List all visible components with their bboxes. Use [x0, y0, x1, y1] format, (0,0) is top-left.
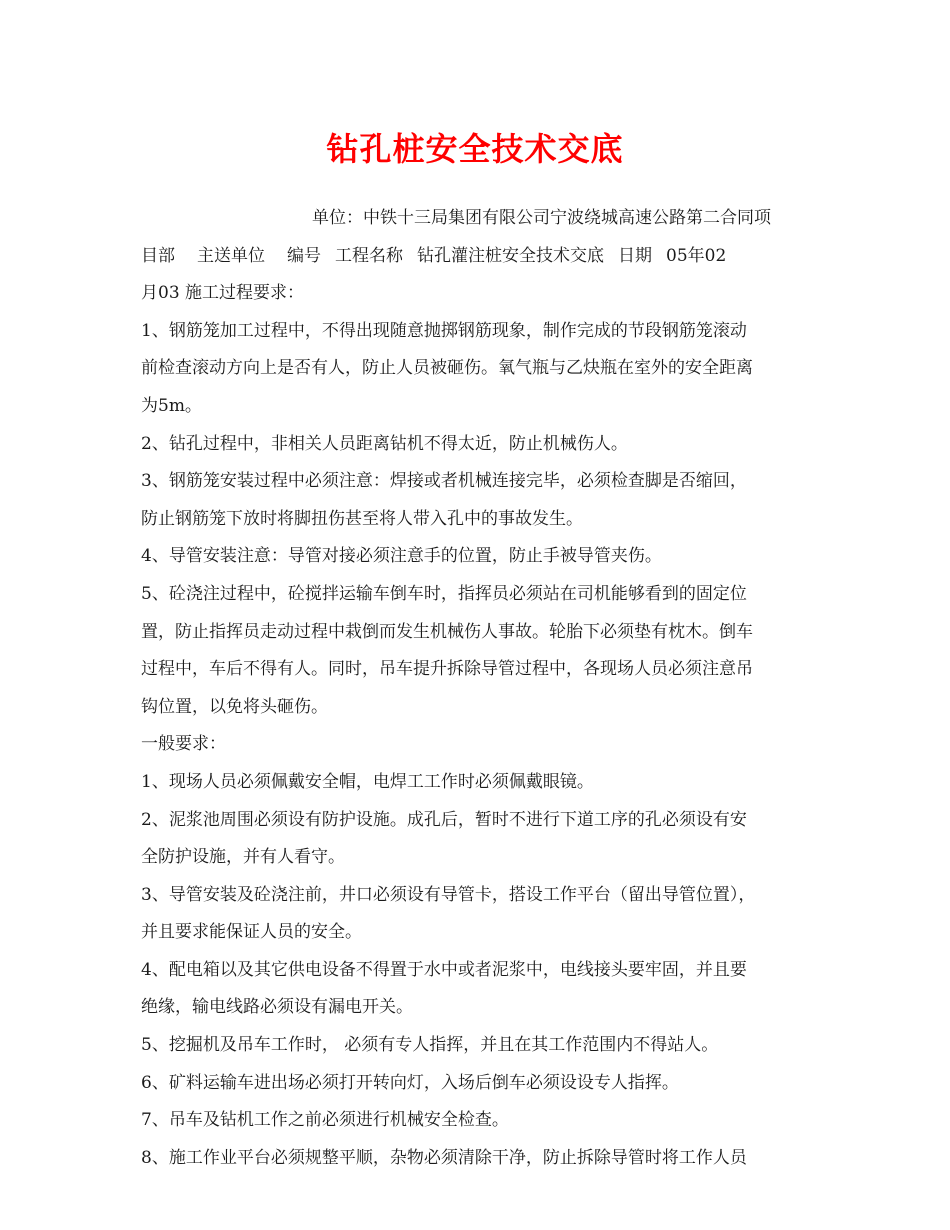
text-line: 1、现场人员必须佩戴安全帽，电焊工工作时必须佩戴眼镜。: [141, 771, 594, 792]
date-process-line: [141, 275, 816, 313]
send-unit-label: 主送单位: [197, 245, 265, 266]
date-label: 日期: [618, 245, 652, 266]
section-heading: 一般要求：: [141, 734, 226, 755]
text-line: 1、钢筋笼加工过程中，不得出现随意抛掷钢筋现象，制作完成的节段钢筋笼滚动: [141, 320, 747, 341]
text-line: 前检查滚动方向上是否有人，防止人员被砸伤。氧气瓶与乙炔瓶在室外的安全距离: [141, 358, 753, 379]
document-body: [141, 200, 816, 1177]
header-info-line: [141, 238, 816, 276]
text-line: 2、泥浆池周围必须设有防护设施。成孔后，暂时不进行下道工序的孔必须设有安: [141, 809, 747, 830]
text-line: 6、矿料运输车进出场必须打开转向灯，入场后倒车必须设设专人指挥。: [141, 1072, 679, 1093]
text-line: 全防护设施，并有人看守。: [141, 847, 345, 868]
text-line: 8、施工作业平台必须规整平顺，杂物必须清除干净，防止拆除导管时将工作人员: [141, 1147, 747, 1168]
text-line: 2、钻孔过程中，非相关人员距离钻机不得太近，防止机械伤人。: [141, 433, 628, 454]
dept-text: 目部: [141, 245, 175, 266]
text-line: 4、配电箱以及其它供电设备不得置于水中或者泥浆中，电线接头要牢固，并且要: [141, 959, 747, 980]
number-label: 编号: [287, 245, 321, 266]
process-heading: 施工过程要求：: [185, 283, 305, 304]
text-line: 并且要求能保证人员的安全。: [141, 922, 362, 943]
date-part1: 05年02: [666, 245, 727, 266]
text-line: 为5m。: [141, 395, 202, 416]
date-part2: 月03: [141, 283, 180, 304]
document-title: 钻孔桩安全技术交底: [326, 130, 624, 168]
unit-line: 单位：中铁十三局集团有限公司宁波绕城高速公路第二合同项: [312, 208, 771, 228]
text-line: 4、导管安装注意：导管对接必须注意手的位置，防止手被导管夹伤。: [141, 546, 662, 567]
project-label: 工程名称: [335, 245, 403, 266]
text-line: 5、挖掘机及吊车工作时， 必须有专人指挥，并且在其工作范围内不得站人。: [141, 1035, 719, 1056]
text-line: 5、砼浇注过程中，砼搅拌运输车倒车时，指挥员必须站在司机能够看到的固定位: [141, 583, 747, 604]
text-line: 3、导管安装及砼浇注前，井口必须设有导管卡，搭设工作平台（留出导管位置），: [141, 884, 756, 905]
text-line: 3、钢筋笼安装过程中必须注意：焊接或者机械连接完毕，必须检查脚是否缩回，: [141, 471, 747, 492]
text-line: 绝缘，输电线路必须设有漏电开关。: [141, 997, 413, 1018]
text-line: 过程中，车后不得有人。同时，吊车提升拆除导管过程中，各现场人员必须注意吊: [141, 659, 753, 680]
project-name: 钻孔灌注桩安全技术交底: [417, 245, 604, 266]
text-line: 置，防止指挥员走动过程中栽倒而发生机械伤人事故。轮胎下必须垫有枕木。倒车: [141, 621, 753, 642]
text-line: 钩位置，以免将头砸伤。: [141, 696, 328, 717]
text-line: 7、吊车及钻机工作之前必须进行机械安全检查。: [141, 1110, 509, 1131]
text-line: 防止钢筋笼下放时将脚扭伤甚至将人带入孔中的事故发生。: [141, 508, 583, 529]
